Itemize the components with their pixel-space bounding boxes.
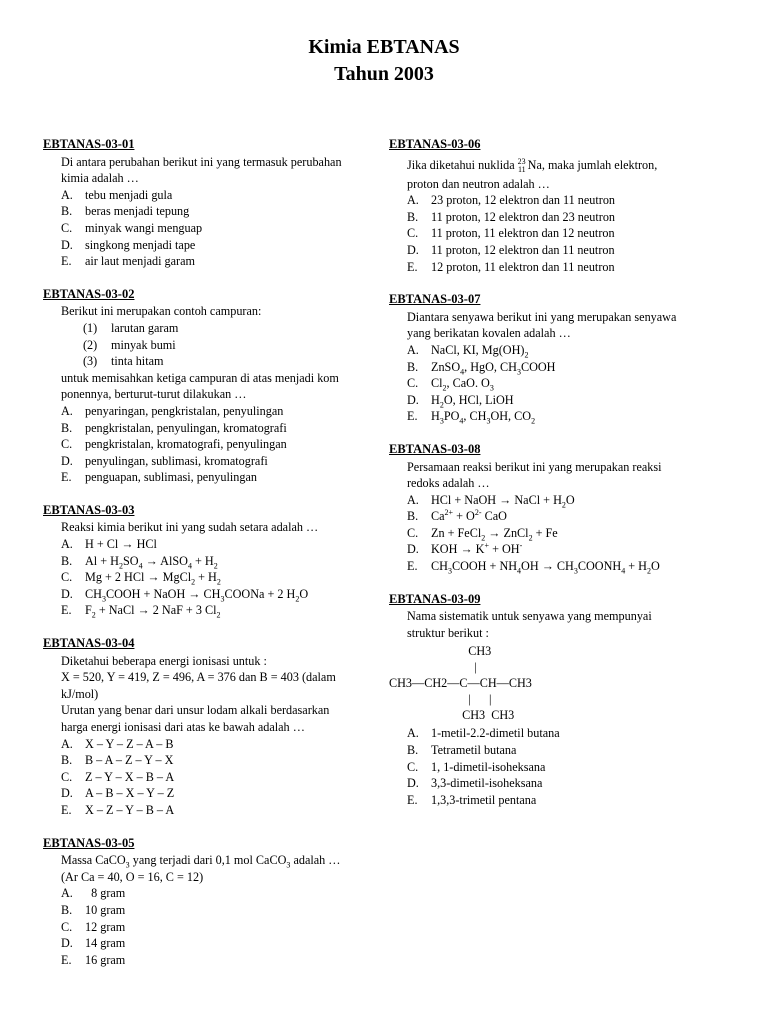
question-stem: redoks adalah … bbox=[407, 476, 490, 491]
option-a: A. NaCl, KI, $Mg(OH)_2$ bbox=[407, 342, 529, 360]
option-e: E. 16 gram bbox=[61, 952, 126, 967]
option-e: E. $H_3PO_4$, $CH_3OH$, $CO_2$ bbox=[407, 409, 536, 426]
option-b: B. Tetrametil butana bbox=[407, 743, 517, 758]
option-e: E. $CH_3COOH + NH_4OH$ → $CH_3COONH_4 + H_2O$ bbox=[407, 559, 660, 576]
question-heading: EBTANAS-03-04 bbox=[43, 636, 135, 651]
question-stem: harga energi ionisasi dari atas ke bawah adalah … bbox=[61, 720, 305, 734]
question-heading: EBTANAS-03-03 bbox=[43, 502, 135, 517]
question-stem: Berikut ini merupakan contoh campuran: bbox=[61, 304, 262, 319]
list-item: (2) minyak bumi bbox=[83, 337, 176, 352]
question-stem: Massa CaCO$_3$ yang terjadi dari 0,1 mol CaCO$_3$ adalah … bbox=[61, 853, 341, 870]
option-a: A. H + Cl → HCl bbox=[61, 537, 157, 552]
list-item: (1) larutan garam bbox=[83, 320, 179, 335]
option-c: C. 12 gram bbox=[61, 919, 126, 934]
question-stem: Reaksi kimia berikut ini yang sudah setara adalah … bbox=[61, 520, 319, 535]
option-d: D. 11 proton, 12 elektron dan 11 neutron bbox=[407, 242, 615, 257]
option-d: D. $H_2O$, HCl, LiOH bbox=[407, 392, 514, 410]
option-d: D. singkong menjadi tape bbox=[61, 237, 196, 252]
option-b: B. $Ca^{2+} + O^{2-}$ CaO bbox=[407, 508, 507, 524]
option-b: B. pengkristalan, penyulingan, kromatografi bbox=[61, 420, 287, 435]
left-column bbox=[43, 136, 365, 984]
question-stem: Diantara senyawa berikut ini yang merupakan senyawa bbox=[407, 309, 677, 324]
option-b: B. beras menjadi tepung bbox=[61, 204, 190, 219]
structural-formula: CH3 | CH3—CH2—C—CH—CH3 | | CH3 CH3 bbox=[389, 644, 532, 723]
question-4 bbox=[43, 635, 365, 819]
question-stem: (Ar Ca = 40, O = 16, C = 12) bbox=[61, 869, 204, 884]
question-1 bbox=[43, 136, 365, 270]
option-a: A. 23 proton, 12 elektron dan 11 neutron bbox=[407, 193, 616, 208]
option-b: B. ZnSO$_4$, HgO, $CH_3COOH$ bbox=[407, 359, 556, 376]
option-d: D. 14 gram bbox=[61, 936, 126, 951]
option-c: C. Zn + FeCl$_2$ → ZnCl$_2$ + Fe bbox=[407, 525, 558, 543]
question-stem: kJ/mol) bbox=[61, 686, 99, 701]
question-heading: EBTANAS-03-09 bbox=[389, 591, 481, 606]
option-c: C. pengkristalan, kromatografi, penyulingan bbox=[61, 437, 287, 452]
page-title: Kimia EBTANAS bbox=[308, 36, 460, 58]
option-c: C. minyak wangi menguap bbox=[61, 220, 203, 235]
question-2 bbox=[43, 286, 365, 486]
option-d: D. A – B – X – Y – Z bbox=[61, 786, 175, 801]
option-c: C. 1, 1-dimetil-isoheksana bbox=[407, 759, 546, 774]
option-e: E. 1,3,3-trimetil pentana bbox=[407, 792, 537, 807]
question-stem: untuk memisahkan ketiga campuran di atas menjadi kom bbox=[61, 370, 339, 385]
question-heading: EBTANAS-03-06 bbox=[389, 137, 481, 151]
option-c: C. Mg + 2 HCl → MgCl$_2$ + $H_2$ bbox=[61, 570, 221, 587]
question-9 bbox=[389, 591, 729, 809]
option-a: A. penyaringan, pengkristalan, penyulingan bbox=[61, 403, 284, 418]
question-3 bbox=[43, 502, 365, 619]
option-c: C. $Cl_2$, CaO. $O_3$ bbox=[407, 376, 494, 393]
option-d: D. $CH_3COOH$ + NaOH → $CH_3COONa + 2$ $H_2O$ bbox=[61, 586, 309, 604]
question-stem: Nama sistematik untuk senyawa yang mempunyai bbox=[407, 609, 652, 624]
option-a: A. X – Y – Z – A – B bbox=[61, 736, 174, 751]
option-b: B. 11 proton, 12 elektron dan 23 neutron bbox=[407, 209, 616, 224]
question-stem: Di antara perubahan berikut ini yang termasuk perubahan bbox=[61, 154, 342, 169]
option-c: C. 11 proton, 11 elektron dan 12 neutron bbox=[407, 226, 615, 241]
question-stem: proton dan neutron adalah … bbox=[407, 176, 550, 191]
question-stem: X = 520, Y = 419, Z = 496, A = 376 dan B = 403 (dalam bbox=[61, 670, 336, 685]
option-a: A. 1-metil-2.2-dimetil butana bbox=[407, 726, 560, 741]
question-stem: yang berikatan kovalen adalah … bbox=[407, 326, 571, 341]
question-stem: kimia adalah … bbox=[61, 171, 139, 186]
question-stem: Jika diketahui nuklida 23 11 Na, maka jumlah elektron, bbox=[407, 156, 658, 174]
option-e: E. 12 proton, 11 elektron dan 11 neutron bbox=[407, 259, 615, 274]
list-item: (3) tinta hitam bbox=[83, 354, 164, 369]
question-8 bbox=[389, 441, 729, 575]
option-b: B. 10 gram bbox=[61, 902, 126, 917]
question-stem: ponennya, berturut-turut dilakukan … bbox=[61, 387, 247, 402]
question-stem: Persamaan reaksi berikut ini yang merupakan reaksi bbox=[407, 459, 662, 474]
option-e: E. X – Z – Y – B – A bbox=[61, 802, 175, 817]
option-b: B. B – A – Z – Y – X bbox=[61, 753, 174, 768]
option-e: E. penguapan, sublimasi, penyulingan bbox=[61, 470, 257, 485]
option-e: E. $F_2$ + NaCl → 2 NaF + 3 $Cl_2$ bbox=[61, 603, 221, 620]
page-subtitle: Tahun 2003 bbox=[334, 63, 434, 85]
nuclide-notation: 23 11 bbox=[517, 156, 526, 174]
option-a: A. 8 gram bbox=[61, 886, 126, 901]
question-stem: Diketahui beberapa energi ionisasi untuk : bbox=[61, 653, 267, 668]
option-d: D. KOH → K+ + OH- bbox=[407, 541, 523, 557]
question-stem: struktur berikut : bbox=[407, 625, 489, 640]
question-heading: EBTANAS-03-08 bbox=[389, 441, 481, 456]
option-c: C. Z – Y – X – B – A bbox=[61, 769, 175, 784]
question-heading: EBTANAS-03-01 bbox=[43, 137, 135, 151]
question-7 bbox=[389, 291, 729, 425]
option-a: A. HCl + NaOH → NaCl + $H_2O$ bbox=[407, 492, 575, 510]
right-column bbox=[389, 136, 729, 824]
question-heading: EBTANAS-03-02 bbox=[43, 286, 135, 301]
option-e: E. air laut menjadi garam bbox=[61, 254, 195, 269]
question-5 bbox=[43, 835, 365, 969]
question-6 bbox=[389, 136, 729, 275]
question-stem: Urutan yang benar dari unsur lodam alkali berdasarkan bbox=[61, 703, 330, 718]
option-b: B. $Al + H_2SO_4$ → AlSO$_4$ + $H_2$ bbox=[61, 553, 218, 571]
question-heading: EBTANAS-03-07 bbox=[389, 292, 481, 307]
option-d: D. penyulingan, sublimasi, kromatografi bbox=[61, 453, 268, 468]
question-heading: EBTANAS-03-05 bbox=[43, 835, 135, 850]
option-a: A. tebu menjadi gula bbox=[61, 187, 173, 202]
option-d: D. 3,3-dimetil-isoheksana bbox=[407, 776, 543, 791]
